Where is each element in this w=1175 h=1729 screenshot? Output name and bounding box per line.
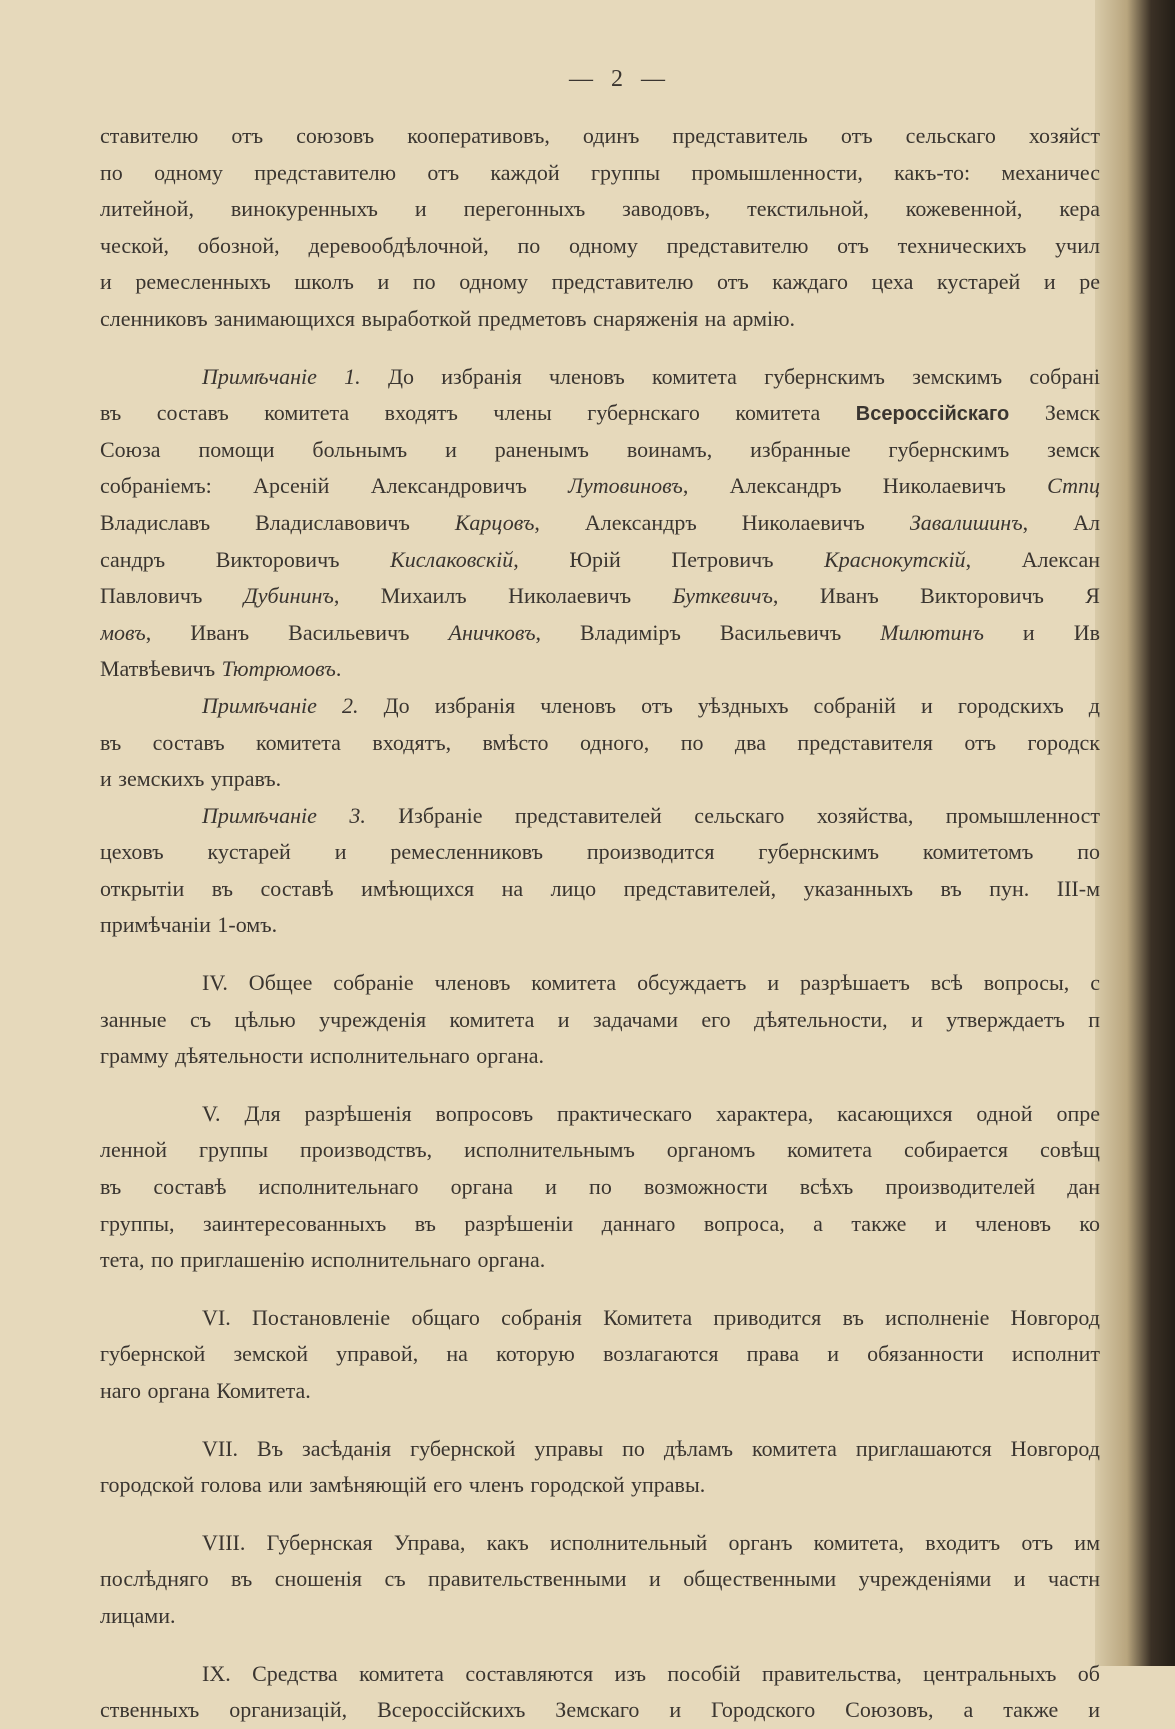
text-line bbox=[100, 725, 1100, 762]
text-segment: тета, по приглашенію исполнительнаго органа. bbox=[100, 1247, 546, 1273]
text-segment: Земск bbox=[1009, 400, 1100, 426]
italic-text: Тютрюмовъ bbox=[221, 656, 336, 682]
text-segment: лицами. bbox=[100, 1602, 176, 1628]
text-line bbox=[100, 1002, 1100, 1039]
text-line bbox=[100, 1525, 1100, 1562]
text-line bbox=[100, 1656, 1100, 1693]
text-segment: , Иванъ Викторовичъ Я bbox=[772, 583, 1100, 609]
text-line bbox=[100, 1692, 1100, 1729]
italic-text: Буткевичъ bbox=[672, 583, 773, 609]
text-line bbox=[100, 191, 1100, 228]
text-segment: цеховъ кустарей и ремесленниковъ производится губернскимъ комитетомъ по bbox=[100, 839, 1100, 865]
italic-text: Примѣчаніе 1. bbox=[202, 363, 361, 389]
text-line bbox=[100, 1598, 1100, 1635]
text-line bbox=[100, 651, 1100, 688]
text-segment: IV. Общее собраніе членовъ комитета обсуждаетъ и разрѣшаетъ всѣ вопросы, с bbox=[202, 970, 1100, 996]
italic-text: Краснокутскій bbox=[824, 546, 966, 572]
text-segment: Избраніе представителей сельскаго хозяйства, промышленност bbox=[365, 802, 1100, 828]
italic-text: Стпц bbox=[1047, 473, 1100, 499]
text-segment: , Александръ Николаевичъ bbox=[682, 473, 1048, 499]
text-segment: губернской земской управой, на которую возлагаются права и обязанности исполнит bbox=[100, 1341, 1100, 1367]
italic-text: Карцовъ bbox=[454, 509, 535, 535]
text-line bbox=[100, 264, 1100, 301]
text-segment: Союза помощи больнымъ и раненымъ воинамъ, избранные губернскимъ земск bbox=[100, 436, 1100, 462]
text-line bbox=[100, 1206, 1100, 1243]
text-segment: въ составѣ исполнительнаго органа и по возможности всѣхъ производителей дан bbox=[100, 1174, 1100, 1200]
italic-text: Лутовиновъ bbox=[568, 473, 683, 499]
text-line bbox=[100, 1096, 1100, 1133]
text-segment: сандръ Викторовичъ bbox=[100, 546, 391, 572]
text-segment: , Алексан bbox=[965, 546, 1100, 572]
text-line bbox=[100, 965, 1100, 1002]
text-line bbox=[100, 1373, 1100, 1410]
text-line bbox=[100, 1431, 1100, 1468]
italic-text: Примѣчаніе 3. bbox=[202, 802, 366, 828]
text-segment: группы, заинтересованныхъ въ разрѣшеніи даннаго вопроса, а также и членовъ ко bbox=[100, 1210, 1100, 1236]
text-segment: литейной, винокуренныхъ и перегонныхъ заводовъ, текстильной, кожевенной, кера bbox=[100, 196, 1100, 222]
text-segment: и земскихъ управъ. bbox=[100, 766, 282, 792]
text-line bbox=[100, 761, 1100, 798]
text-segment: Павловичъ bbox=[100, 583, 244, 609]
text-segment: , Александръ Николаевичъ bbox=[534, 509, 910, 535]
text-line bbox=[100, 871, 1100, 908]
text-segment: Матвѣевичъ bbox=[100, 656, 222, 682]
text-line bbox=[100, 118, 1100, 155]
text-line bbox=[100, 798, 1100, 835]
text-line bbox=[100, 542, 1100, 579]
text-line bbox=[100, 395, 1100, 432]
text-segment: собраніемъ: Арсеній Александровичъ bbox=[100, 473, 569, 499]
document-body bbox=[100, 118, 1100, 1729]
text-segment: VI. Постановленіе общаго собранія Комитета приводится въ исполненіе Новгород bbox=[202, 1304, 1100, 1330]
text-segment: и ремесленныхъ школъ и по одному представителю отъ каждаго цеха кустарей и ре bbox=[100, 269, 1100, 295]
text-line bbox=[100, 1132, 1100, 1169]
italic-text: Аничковъ bbox=[448, 619, 536, 645]
text-segment: грамму дѣятельности исполнительнаго органа. bbox=[100, 1043, 545, 1069]
text-segment: IX. Средства комитета составляются изъ пособій правительства, центральныхъ об bbox=[202, 1660, 1100, 1686]
text-line bbox=[100, 505, 1100, 542]
italic-text: Завалишинъ bbox=[909, 509, 1023, 535]
text-line bbox=[100, 1561, 1100, 1598]
text-line bbox=[100, 578, 1100, 615]
text-line bbox=[100, 432, 1100, 469]
text-segment: наго органа Комитета. bbox=[100, 1378, 311, 1403]
italic-text: Дубининъ bbox=[243, 583, 334, 609]
text-segment: Владиславъ Владиславовичъ bbox=[100, 509, 455, 535]
text-segment: До избранія членовъ отъ уѣздныхъ собраній и городскихъ д bbox=[358, 692, 1100, 718]
text-segment: городской голова или замѣняющій его членъ городской управы. bbox=[100, 1472, 706, 1498]
text-segment: въ составъ комитета входятъ, вмѣсто одного, по два представителя отъ городск bbox=[100, 729, 1100, 755]
text-line bbox=[100, 834, 1100, 871]
text-line bbox=[100, 468, 1100, 505]
text-segment: До избранія членовъ комитета губернскимъ земскимъ собрані bbox=[360, 363, 1100, 389]
text-segment: открытіи въ составѣ имѣющихся на лицо представителей, указанныхъ въ пун. III-м bbox=[100, 875, 1100, 901]
text-segment: ственныхъ организацій, Всероссійскихъ Земскаго и Городского Союзовъ, а также и bbox=[100, 1697, 1100, 1723]
text-line bbox=[100, 301, 1100, 338]
text-line bbox=[100, 1467, 1100, 1504]
italic-text: Примѣчаніе 2. bbox=[202, 692, 359, 718]
text-line bbox=[100, 907, 1100, 944]
text-segment: , Владиміръ Васильевичъ bbox=[535, 619, 881, 645]
text-segment: занные съ цѣлью учрежденія комитета и задачами его дѣятельности, и утверждаетъ п bbox=[100, 1006, 1100, 1032]
italic-text: Кислаковскій bbox=[390, 546, 514, 572]
bold-text: Всероссійскаго bbox=[855, 403, 1010, 426]
page-binding-edge bbox=[1095, 0, 1175, 1666]
italic-text: Милютинъ bbox=[880, 619, 984, 645]
text-segment: ставителю отъ союзовъ кооперативовъ, одинъ представитель отъ сельскаго хозяйст bbox=[100, 123, 1100, 148]
text-segment: , Иванъ Васильевичъ bbox=[145, 619, 449, 645]
text-segment: , Ал bbox=[1022, 509, 1100, 535]
text-line bbox=[100, 1169, 1100, 1206]
text-segment: , Михаилъ Николаевичъ bbox=[333, 583, 673, 609]
text-segment: . bbox=[335, 656, 342, 682]
text-line bbox=[100, 1038, 1100, 1075]
text-line bbox=[100, 155, 1100, 192]
italic-text: мовъ bbox=[100, 619, 146, 645]
page-number: — 2 — bbox=[569, 66, 671, 92]
text-line bbox=[100, 1300, 1100, 1337]
text-segment: VII. Въ засѣданія губернской управы по дѣламъ комитета приглашаются Новгород bbox=[202, 1435, 1100, 1461]
text-line bbox=[100, 615, 1100, 652]
text-line bbox=[100, 359, 1100, 396]
text-segment: VIII. Губернская Управа, какъ исполнительный органъ комитета, входитъ отъ им bbox=[202, 1529, 1100, 1555]
text-segment: ческой, обозной, деревообдѣлочной, по одному представителю отъ техническихъ учил bbox=[100, 232, 1100, 258]
text-segment: примѣчаніи 1-омъ. bbox=[100, 912, 278, 938]
text-segment: V. Для разрѣшенія вопросовъ практическаго характера, касающихся одной опре bbox=[202, 1100, 1100, 1126]
text-line bbox=[100, 1336, 1100, 1373]
text-segment: по одному представителю отъ каждой группы промышленности, какъ-то: механичес bbox=[100, 159, 1100, 185]
text-line bbox=[100, 228, 1100, 265]
text-line bbox=[100, 688, 1100, 725]
text-segment: ленной группы производствъ, исполнительнымъ органомъ комитета собирается совѣщ bbox=[100, 1137, 1100, 1163]
text-line bbox=[100, 1242, 1100, 1279]
text-segment: послѣдняго въ сношенія съ правительственными и общественными учрежденіями и частн bbox=[100, 1566, 1100, 1592]
text-segment: и Ив bbox=[983, 619, 1100, 645]
text-segment: въ составъ комитета входятъ члены губернскаго комитета bbox=[100, 400, 856, 426]
text-segment: сленниковъ занимающихся выработкой предметовъ снаряженія на армію. bbox=[100, 305, 796, 331]
text-segment: , Юрій Петровичъ bbox=[513, 546, 825, 572]
